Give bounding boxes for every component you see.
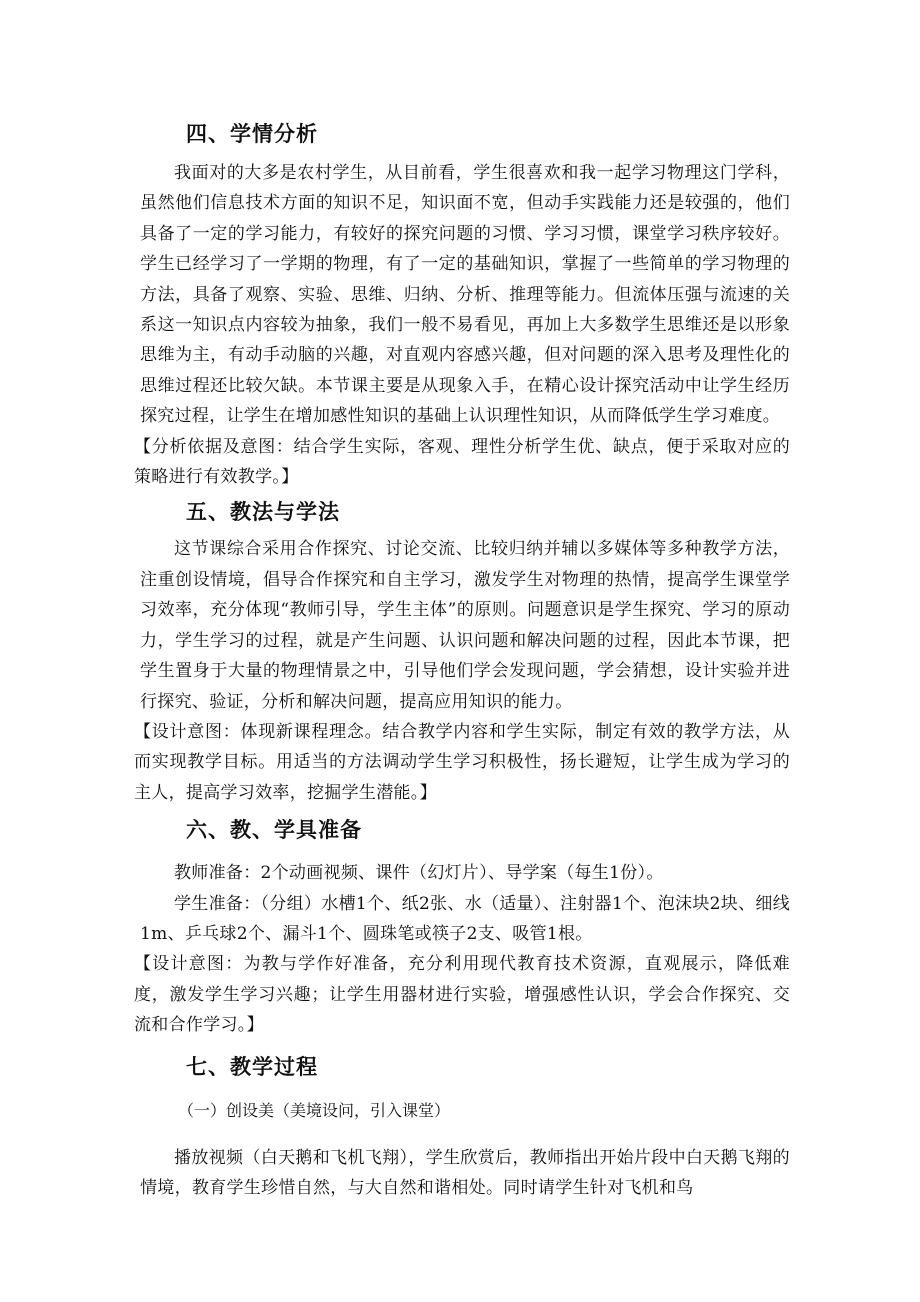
section-heading-teaching-methods: 五、教法与学法 [186,500,340,525]
teaching-methods-note: 【设计意图：体现新课程理念。结合教学内容和学生实际，制定有效的教学方法，从而实现教学目标。用适当的方法调动学生学习积极性，扬长避短，让学生成为学习的主人，提高学习效率，挖掘学生潜能。】 [134,721,790,803]
document-page [134,112,790,1203]
learner-analysis-note: 【分析依据及意图：结合学生实际，客观、理性分析学生优、缺点，便于采取对应的策略进行有效教学。】 [134,436,790,488]
section-heading-materials: 六、教、学具准备 [186,818,362,843]
learner-analysis-paragraph: 我面对的大多是农村学生，从目前看，学生很喜欢和我一起学习物理这门学科，虽然他们信息技术方面的知识不足，知识面不宽，但动手实践能力还是较强的，他们具备了一定的学习能力，有较好的探究问题的习惯、学习习惯，课堂学习秩序较好。学生已经学习了一学期的物理，有了一定的基础知识，掌握了一些简单的学习物理的方法，具备了观察、实验、思维、归纳、分析、推理等能力。但流体压强与流速的关系这一知识点内容较为抽象，我们一般不易看见，再加上大多数学生思维还是以形象思维为主，有动手动脑的兴趣，对直观内容感兴趣，但对问题的深入思考及理性化的思维过程还比较欠缺。本节课主要是从现象入手，在精心设计探究活动中让学生经历探究过程，让学生在增加感性知识的基础上认识理性知识，从而降低学生学习难度。 [140,163,790,427]
teaching-process-paragraph: 播放视频（白天鹅和飞机飞翔），学生欣赏后，教师指出开始片段中白天鹅飞翔的情境，教育学生珍惜自然，与大自然和谐相处。同时请学生针对飞机和鸟 [140,1147,790,1198]
section-heading-teaching-process: 七、教学过程 [186,1054,318,1079]
section-heading-learner-analysis: 四、学情分析 [186,122,318,146]
teaching-methods-paragraph: 这节课综合采用合作探究、讨论交流、比较归纳并辅以多媒体等多种教学方法，注重创设情境，倡导合作探究和自主学习，激发学生对物理的热情，提高学生课堂学习效率，充分体现“教师引导，学生主体”的原则。问题意识是学生探究、学习的原动力，学生学习的过程，就是产生问题、认识问题和解决问题的过程，因此本节课，把学生置身于大量的物理情景之中，引导他们学会发现问题，学会猜想，设计实验并进行探究、验证，分析和解决问题，提高应用知识的能力。 [140,539,790,712]
subsection-heading-create-beauty: （一）创设美（美境设问，引入课堂） [178,1100,451,1120]
student-preparation: 学生准备：（分组）水槽1个、纸2张、水（适量）、注射器1个、泡沫块2块、细线1m、乒乓球2个、漏斗1个、圆珠笔或筷子2支、吸管1根。 [140,893,790,944]
materials-note: 【设计意图：为教与学作好准备，充分利用现代教育技术资源，直观展示，降低难度，激发学生学习兴趣；让学生用器材进行实验，增强感性认识，学会合作探究、交流和合作学习。】 [134,954,790,1036]
teacher-preparation: 教师准备：2个动画视频、课件（幻灯片）、导学案（每生1份）。 [174,863,664,884]
